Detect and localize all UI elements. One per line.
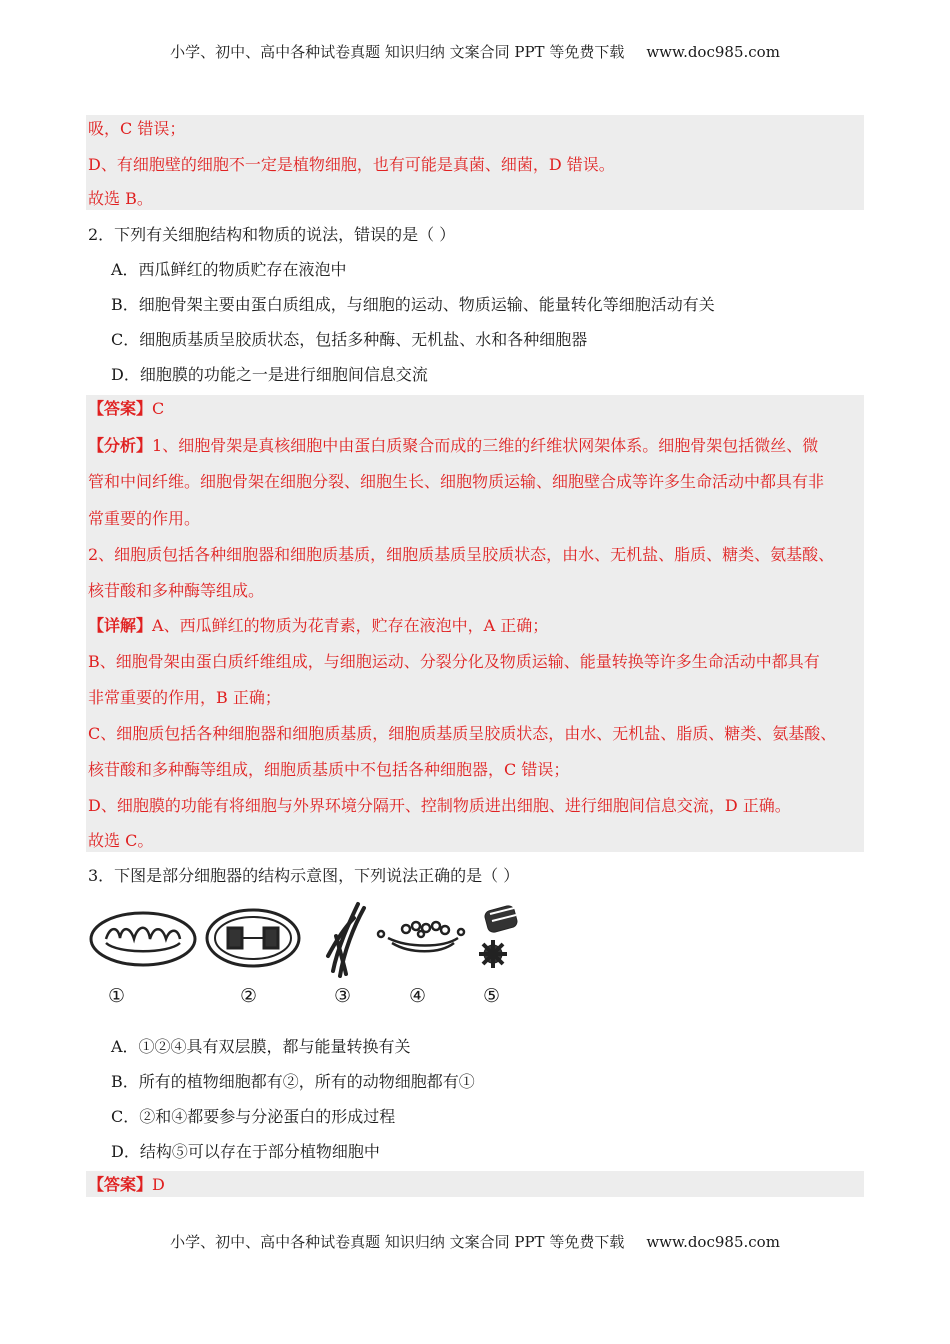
- q2-option-c: C．细胞质基质呈胶质状态，包括多种酶、无机盐、水和各种细胞器: [111, 330, 588, 349]
- q2-analysis-line-2: 管和中间纤维。细胞骨架在细胞分裂、细胞生长、细胞物质运输、细胞壁合成等许多生命活动中都具有非: [88, 472, 825, 491]
- fiber-drawing: [328, 904, 364, 976]
- q2-detail-line-3: 非常重要的作用，B 正确；: [88, 688, 281, 707]
- chloroplast-drawing: [207, 910, 299, 966]
- detail-tag: 【详解】: [88, 616, 153, 635]
- q3-option-a: A．①②④具有双层膜，都与能量转换有关: [111, 1037, 411, 1056]
- q3-option-c: C．②和④都要参与分泌蛋白的形成过程: [111, 1107, 396, 1126]
- page-footer: [0, 1231, 950, 1252]
- prev-line-3: 故选 B。: [88, 189, 153, 208]
- q2-analysis-line-4: 2、细胞质包括各种细胞器和细胞质基质，细胞质基质呈胶质状态，由水、无机盐、脂质、糖类、氨基酸、: [88, 545, 835, 564]
- answer-tag: 【答案】: [88, 399, 153, 418]
- q2-detail-line-4: C、细胞质包括各种细胞器和细胞质基质，细胞质基质呈胶质状态，由水、无机盐、脂质、糖类、氨基酸、: [88, 724, 837, 743]
- q2-detail-line-1: [88, 616, 548, 636]
- prev-line-2: D、有细胞壁的细胞不一定是植物细胞，也有可能是真菌、细菌，D 错误。: [88, 155, 615, 174]
- q2-detail-line-2: B、细胞骨架由蛋白质纤维组成，与细胞运动、分裂分化及物质运输、能量转换等许多生命活动中都具有: [88, 652, 820, 671]
- answer-tag: 【答案】: [88, 1175, 153, 1194]
- mitochondrion-drawing: [91, 913, 195, 965]
- q2-detail-line-6: D、细胞膜的功能有将细胞与外界环境分隔开、控制物质进出细胞、进行细胞间信息交流，D 正确。: [88, 796, 791, 815]
- q3-option-d: D．结构⑤可以存在于部分植物细胞中: [111, 1142, 380, 1161]
- q2-option-d: D．细胞膜的功能之一是进行细胞间信息交流: [111, 365, 428, 384]
- label-2: ②: [240, 985, 258, 1007]
- q3-answer: [88, 1175, 165, 1195]
- q3-stem: 3．下图是部分细胞器的结构示意图，下列说法正确的是（ ）: [88, 866, 520, 885]
- answer-value: D: [152, 1175, 165, 1194]
- q2-option-a: A．西瓜鲜红的物质贮存在液泡中: [111, 260, 347, 279]
- label-1: ①: [108, 985, 126, 1007]
- label-5: ⑤: [483, 985, 501, 1007]
- centrosome-drawing: [479, 904, 518, 968]
- analysis-tag: 【分析】: [88, 436, 153, 455]
- detail-text: A、西瓜鲜红的物质为花青素，贮存在液泡中，A 正确；: [152, 616, 549, 635]
- analysis-text: 1、细胞骨架是真核细胞中由蛋白质聚合而成的三维的纤维状网架体系。细胞骨架包括微丝、微: [152, 436, 819, 455]
- footer-text: 小学、初中、高中各种试卷真题 知识归纳 文案合同 PPT 等免费下载: [170, 1233, 625, 1251]
- footer-site[interactable]: www.doc985.com: [646, 1233, 780, 1251]
- header-text: 小学、初中、高中各种试卷真题 知识归纳 文案合同 PPT 等免费下载: [170, 43, 625, 61]
- q2-analysis-line-1: [88, 436, 818, 456]
- q2-detail-line-5: 核苷酸和多种酶等组成，细胞质基质中不包括各种细胞器，C 错误；: [88, 760, 570, 779]
- q2-stem: 2．下列有关细胞结构和物质的说法，错误的是（ ）: [88, 225, 456, 244]
- q2-detail-line-7: 故选 C。: [88, 831, 154, 850]
- label-4: ④: [409, 985, 427, 1007]
- q2-answer: [88, 399, 164, 419]
- prev-line-1: 吸，C 错误；: [88, 119, 186, 138]
- organelle-figure: [88, 896, 538, 1006]
- q2-analysis-line-3: 常重要的作用。: [88, 509, 201, 528]
- answer-value: C: [152, 399, 165, 418]
- page-header: [0, 41, 950, 62]
- golgi-drawing: [378, 922, 464, 951]
- q3-solution-block: [86, 1171, 864, 1197]
- label-3: ③: [334, 985, 352, 1007]
- q3-option-b: B．所有的植物细胞都有②，所有的动物细胞都有①: [111, 1072, 475, 1091]
- q2-analysis-line-5: 核苷酸和多种酶等组成。: [88, 581, 265, 600]
- header-site[interactable]: www.doc985.com: [646, 43, 780, 61]
- q2-option-b: B．细胞骨架主要由蛋白质组成，与细胞的运动、物质运输、能量转化等细胞活动有关: [111, 295, 715, 314]
